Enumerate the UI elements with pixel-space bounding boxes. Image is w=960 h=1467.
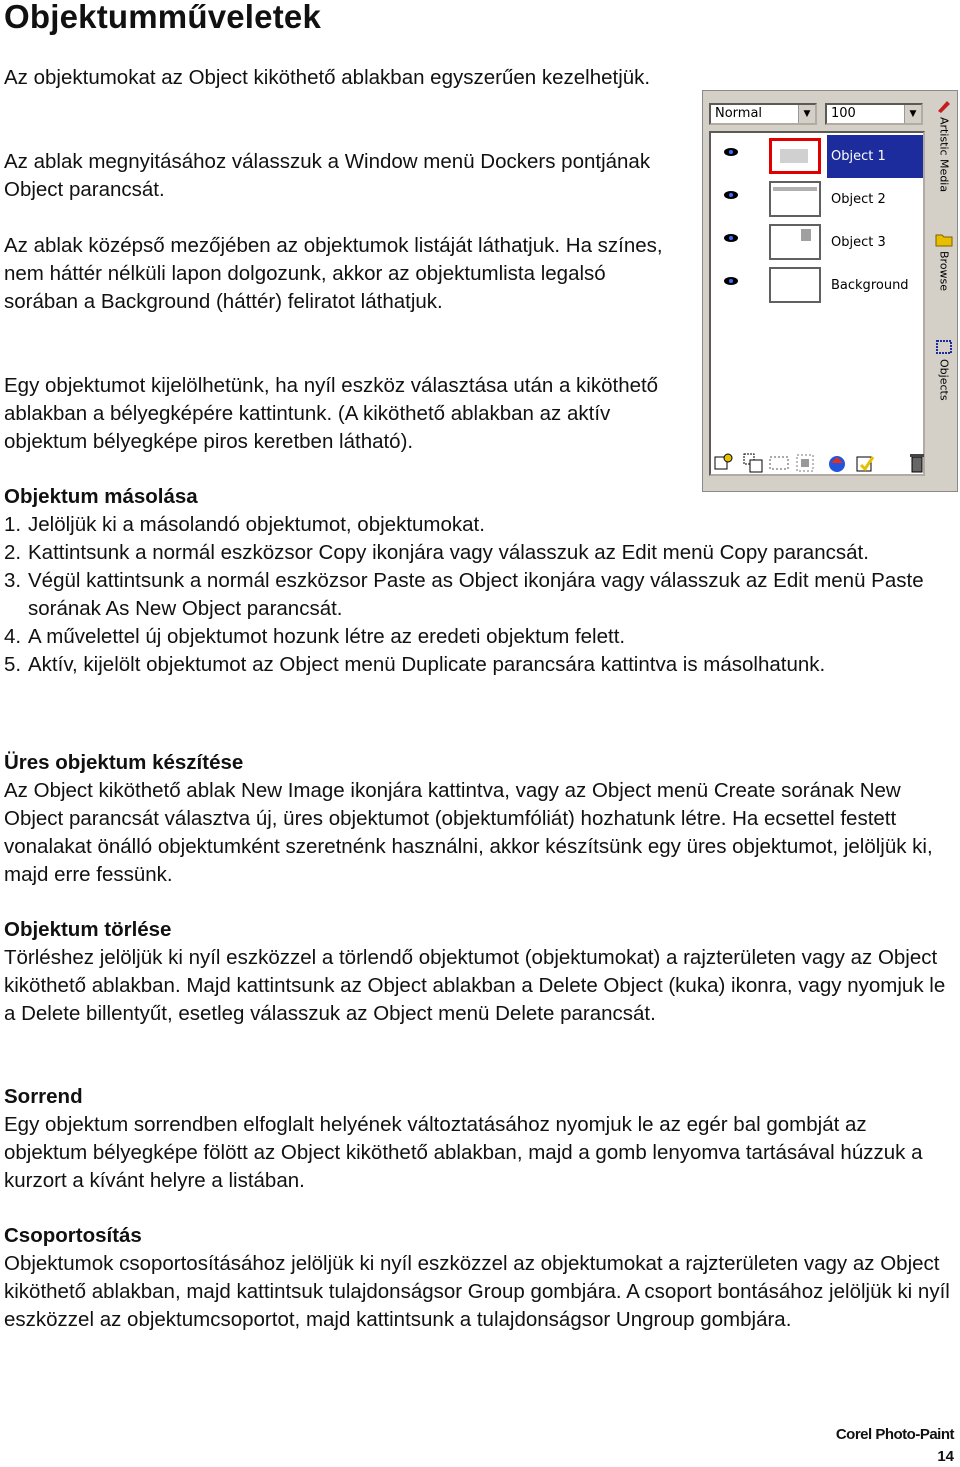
page-title: Objektumműveletek xyxy=(4,0,322,35)
object-list xyxy=(709,131,925,476)
object-row[interactable] xyxy=(711,221,923,264)
tab-objects[interactable] xyxy=(933,339,955,405)
tab-artistic-media[interactable] xyxy=(933,97,955,196)
folder-icon xyxy=(935,231,953,247)
list-item: 3. Végül kattintsunk a normál eszközsor Paste as Object ikonjára vagy válasszuk az Edit menü Paste sorának As New Object parancsát. xyxy=(4,569,924,620)
opacity-input[interactable] xyxy=(825,103,923,125)
list-item: 4. A művelettel új objektumot hozunk létre az eredeti objektum felett. xyxy=(4,625,626,648)
eye-icon[interactable] xyxy=(723,147,739,157)
lock-icon[interactable] xyxy=(853,451,877,475)
blend-mode-value: Normal xyxy=(715,106,763,121)
list-item: 1. Jelöljük ki a másolandó objektumot, objektumokat. xyxy=(4,513,485,536)
section-heading-copy: Objektum másolása xyxy=(4,485,198,508)
opacity-value: 100 xyxy=(831,106,856,121)
intro-paragraph-3: Az ablak középső mezőjében az objektumok listáját láthatjuk. Ha színes, nem háttér nélküli lapon dolgozunk, akkor az objektumlista legalsó sorában a Background (háttér) feliratot láthatjuk. xyxy=(4,234,663,313)
order-paragraph: Egy objektum sorrendben elfoglalt helyének változtatásához nyomjuk le az egér bal gombját az objektum bélyegképe fölött az Object kiköthető ablakban, majd a gomb lenyomva tartásával húzzuk a kurzort a kívánt helyre a listában. xyxy=(4,1113,923,1192)
delete-paragraph: Törléshez jelöljük ki nyíl eszközzel a törlendő objektumot (objektumokat) a rajzterületen vagy az Object kiköthető ablakban. Majd kattintsunk az Object ablakban a Delete Object (kuka) ikonra, vagy nyomjuk le a Delete billentyűt, esetleg válasszuk az Object menü Delete parancsát. xyxy=(4,946,946,1025)
footer-brand: Corel Photo-Paint xyxy=(835,1426,954,1443)
docker-tabs xyxy=(931,91,957,491)
chevron-down-icon: ▼ xyxy=(798,105,815,123)
tab-label: Objects xyxy=(937,359,951,401)
section-heading-delete: Objektum törlése xyxy=(4,918,172,941)
object-thumbnail-active[interactable] xyxy=(769,138,821,174)
page-number: 14 xyxy=(937,1448,954,1465)
eye-icon[interactable] xyxy=(723,233,739,243)
eye-icon[interactable] xyxy=(723,190,739,200)
tab-label: Artistic Media xyxy=(937,117,951,193)
merge-icon[interactable] xyxy=(793,451,817,475)
list-item: 2. Kattintsunk a normál eszközsor Copy ikonjára vagy válasszuk az Edit menü Copy parancsát. xyxy=(4,541,869,564)
intro-paragraph-1: Az objektumokat az Object kiköthető ablakban egyszerűen kezelhetjük. xyxy=(4,66,651,89)
object-name[interactable]: Background xyxy=(831,278,909,293)
object-thumbnail[interactable] xyxy=(769,224,821,260)
new-from-selection-icon[interactable] xyxy=(741,451,765,475)
eye-icon[interactable] xyxy=(723,276,739,286)
object-name[interactable]: Object 2 xyxy=(831,192,886,207)
new-object-icon[interactable] xyxy=(711,451,735,475)
objects-icon xyxy=(935,339,953,355)
section-heading-group: Csoportosítás xyxy=(4,1224,142,1247)
combine-icon[interactable] xyxy=(767,451,791,475)
section-heading-empty-object: Üres objektum készítése xyxy=(4,751,244,774)
background-thumbnail[interactable] xyxy=(769,267,821,303)
chevron-down-icon: ▼ xyxy=(904,105,921,123)
object-docker-window xyxy=(702,90,958,492)
section-heading-order: Sorrend xyxy=(4,1085,83,1108)
tab-browse[interactable] xyxy=(933,231,955,295)
intro-paragraph-4: Egy objektumot kijelölhetünk, ha nyíl eszköz választása után a kiköthető ablakban a bélyegképére kattintunk. (A kiköthető ablakban az aktív objektum bélyegképe piros keretben látható). xyxy=(4,374,659,453)
mask-icon[interactable] xyxy=(825,451,849,475)
list-item: 5. Aktív, kijelölt objektumot az Object menü Duplicate parancsára kattintva is másolhatunk. xyxy=(4,653,826,676)
object-name[interactable]: Object 1 xyxy=(827,135,923,178)
empty-object-paragraph: Az Object kiköthető ablak New Image ikonjára kattintva, vagy az Object menü Create sorának New Object parancsát választva új, üres objektumot (objektumfóliát) hozhatunk létre. Ha ecsettel festett vonalakat önálló objektumként szeretnénk használni, akkor készítsünk egy üres objektumot, jelöljük ki, majd erre fessünk. xyxy=(4,779,933,886)
group-paragraph: Objektumok csoportosításához jelöljük ki nyíl eszközzel az objektumokat a rajzterületen vagy az Object kiköthető ablakban, majd kattintsuk tulajdonságsor Group gombjára. A csoport bontásához jelöljük ki nyíl eszközzel az objektumcsoportot, majd kattintsunk a tulajdonságsor Ungroup gombjára. xyxy=(4,1252,950,1331)
object-row[interactable] xyxy=(711,264,923,307)
intro-paragraph-2: Az ablak megnyitásához válasszuk a Window menü Dockers pontjának Object parancsát. xyxy=(4,150,651,201)
object-name[interactable]: Object 3 xyxy=(831,235,886,250)
copy-steps-list xyxy=(4,511,954,679)
brush-icon xyxy=(935,97,953,113)
delete-icon[interactable] xyxy=(905,451,929,475)
object-row[interactable] xyxy=(711,178,923,221)
tab-label: Browse xyxy=(937,251,951,292)
blend-mode-select[interactable] xyxy=(709,103,817,125)
object-row[interactable] xyxy=(711,135,923,178)
object-thumbnail[interactable] xyxy=(769,181,821,217)
